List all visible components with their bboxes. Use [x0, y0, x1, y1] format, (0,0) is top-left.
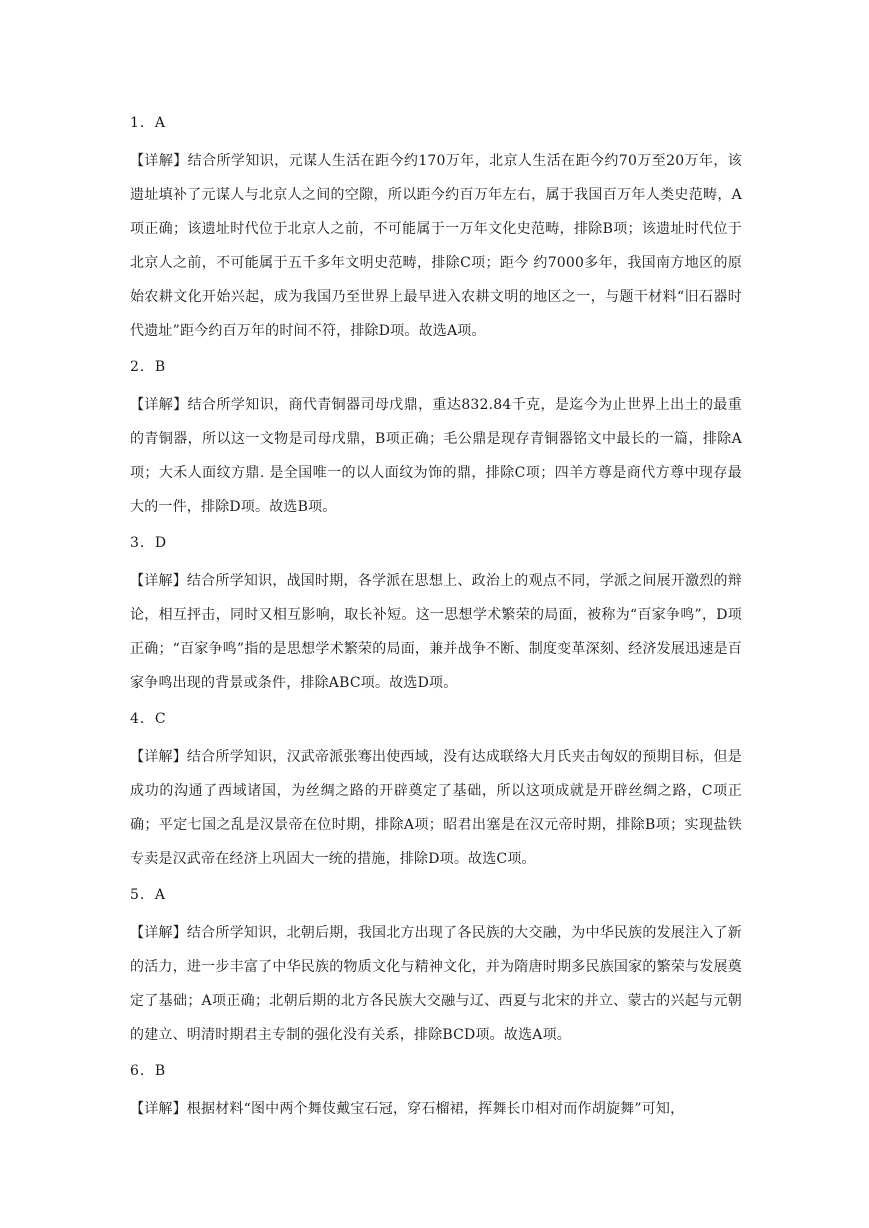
answer-item — [130, 530, 742, 700]
question-explanation: 【详解】根据材料“图中两个舞伎戴宝石冠，穿石榴裙，挥舞长巾相对而作胡旋舞”可知， — [130, 1101, 685, 1117]
question-explanation: 【详解】结合所学知识，元谋人生活在距今约170万年，北京人生活在距今约70万至20万年，该遗址填补了元谋人与北京人之间的空隙，所以距今约百万年左右，属于我国百万年人类史范畴，A项正确；该遗址时代位于北京人之前，不可能属于一万年文化史范畴，排除B项；该遗址时代位于北京人之前，不可能属于五千多年文明史范畴，排除C项；距今 约7000多年，我国南方地区的原始农耕文化开始兴起，成为我国乃至世界上最早进入农耕文明的地区之一，与题干材料“旧石器时代遗址”距今约百万年的时间不符，排除D项。故选A项。 — [130, 153, 742, 339]
question-number: 2．B — [130, 359, 167, 375]
question-number: 3．D — [130, 535, 168, 551]
question-number: 1．A — [130, 115, 167, 131]
question-explanation: 【详解】结合所学知识，战国时期，各学派在思想上、政治上的观点不同，学派之间展开激烈的辩论，相互抨击，同时又相互影响，取长补短。这一思想学术繁荣的局面，被称为“百家争鸣”，D项正确；“百家争鸣”指的是思想学术繁荣的局面，兼并战争不断、制度变革深刻、经济发展迅速是百家争鸣出现的背景或条件，排除ABC项。故选D项。 — [130, 573, 742, 691]
question-explanation: 【详解】结合所学知识，汉武帝派张骞出使西域，没有达成联络大月氏夹击匈奴的预期目标，但是成功的沟通了西域诸国，为丝绸之路的开辟奠定了基础，所以这项成就是开辟丝绸之路，C项正确；平定七国之乱是汉景帝在位时期，排除A项；昭君出塞是在汉元帝时期，排除B项；实现盐铁专卖是汉武帝在经济上巩固大一统的措施，排除D项。故选C项。 — [130, 749, 742, 867]
answer-item — [130, 110, 742, 348]
question-number: 6．B — [130, 1063, 167, 1079]
answer-list — [130, 110, 742, 1132]
question-explanation: 【详解】结合所学知识，北朝后期，我国北方出现了各民族的大交融，为中华民族的发展注入了新的活力，进一步丰富了中华民族的物质文化与精神文化，并为隋唐时期多民族国家的繁荣与发展奠定了基础；A项正确；北朝后期的北方各民族大交融与辽、西夏与北宋的并立、蒙古的兴起与元朝的建立、明清时期君主专制的强化没有关系，排除BCD项。故选A项。 — [130, 925, 742, 1043]
answer-item — [130, 1058, 742, 1126]
question-number: 5．A — [130, 887, 167, 903]
question-explanation: 【详解】结合所学知识，商代青铜器司母戊鼎，重达832.84千克，是迄今为止世界上出土的最重的青铜器，所以这一文物是司母戊鼎，B项正确；毛公鼎是现存青铜器铭文中最长的一篇，排除A项；大禾人面纹方鼎. 是全国唯一的以人面纹为饰的鼎，排除C项；四羊方尊是商代方尊中现存最大的一件，排除D项。故选B项。 — [130, 397, 742, 515]
answer-item — [130, 354, 742, 524]
question-number: 4．C — [130, 711, 167, 727]
answer-item — [130, 882, 742, 1052]
answer-item — [130, 706, 742, 876]
